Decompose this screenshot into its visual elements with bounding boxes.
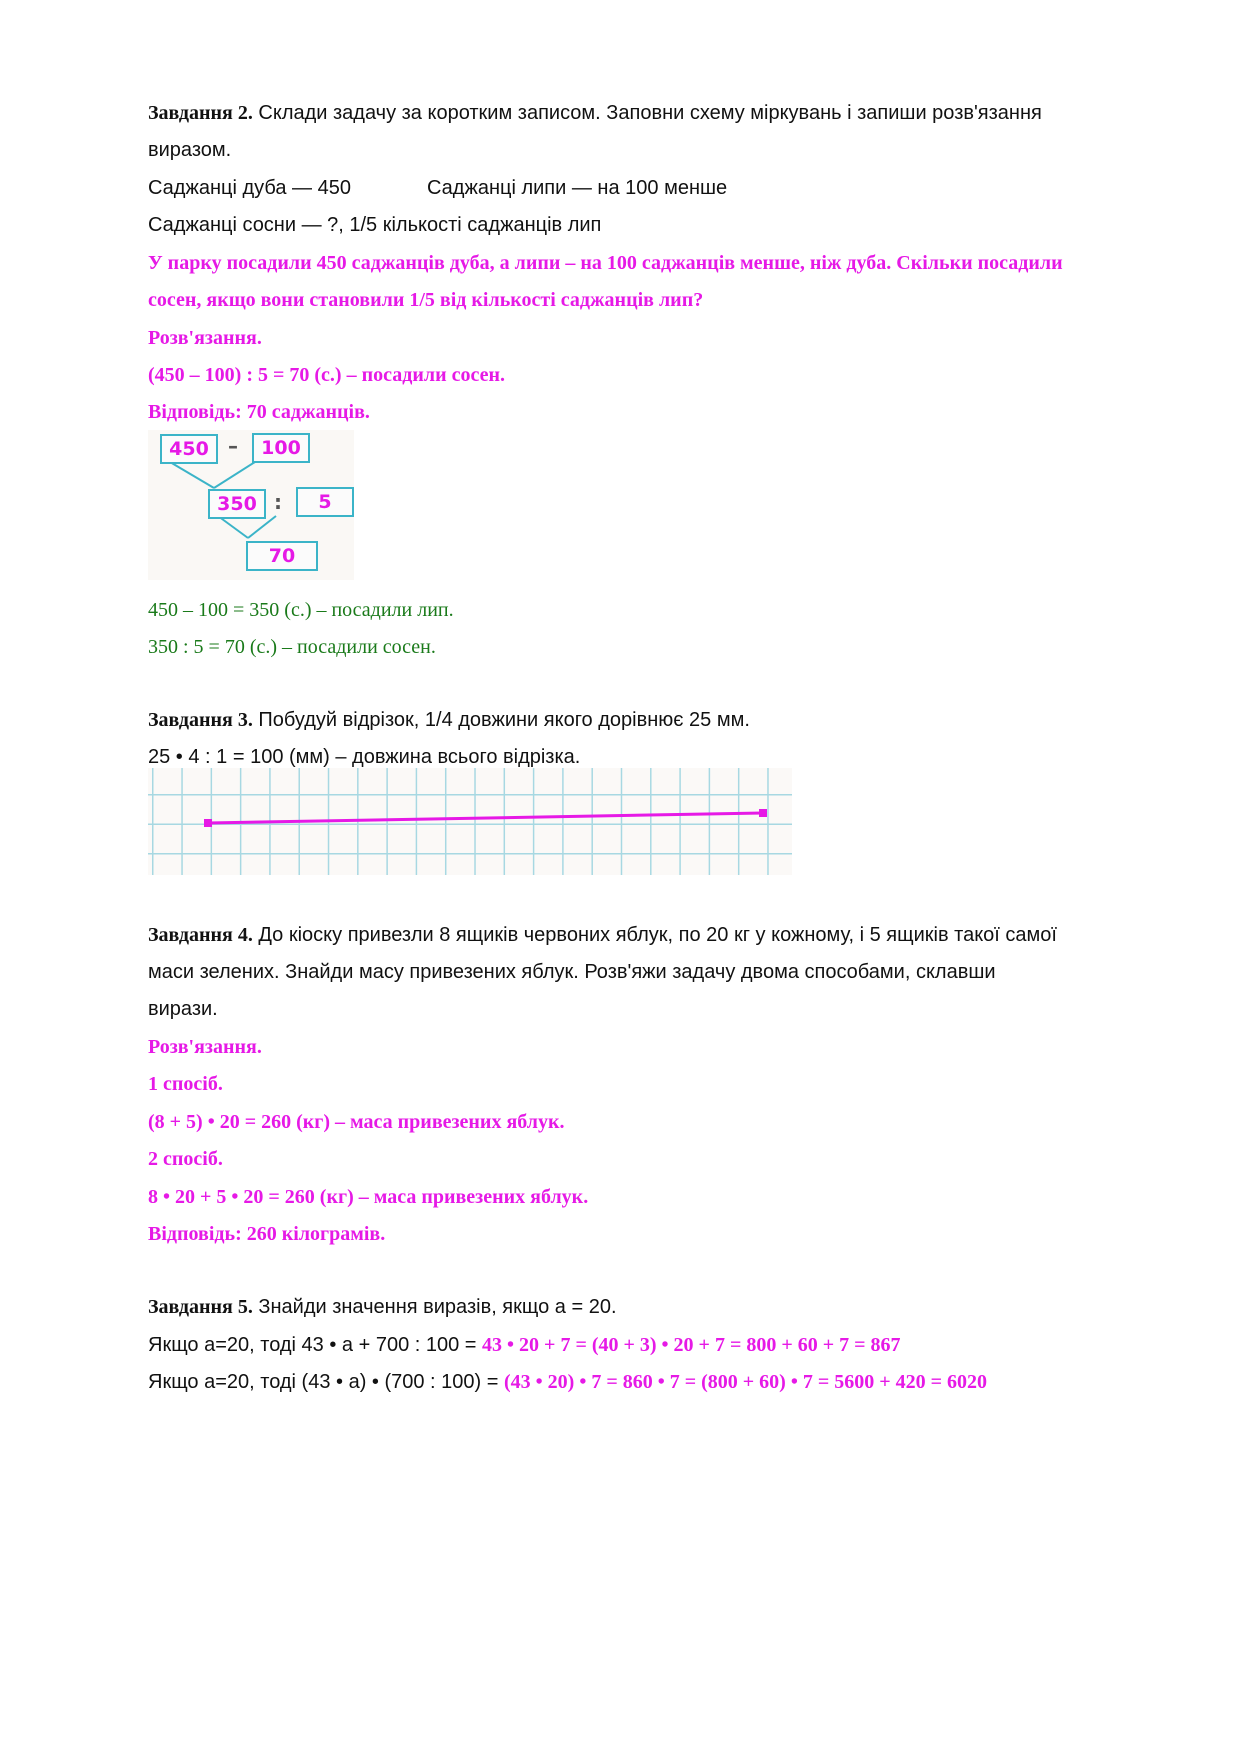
task5-prompt [148,1297,617,1317]
graph-paper-grid [148,768,792,875]
scheme-divide-sign: : [274,490,282,514]
task4-prompt-text: До кіоску привезли 8 ящиків червоних яблук, по 20 кг у кожному, і 5 ящиків такої самої [252,924,1057,946]
task4-answer: Відповідь: 260 кілограмів. [148,1223,386,1245]
segment-start-point [204,819,212,827]
task4-solution-heading: Розв'язання. [148,1036,262,1058]
task4-prompt-line1 [148,925,1057,945]
task2-prompt-line1 [148,103,1042,123]
segment-end-point [759,809,767,817]
task2-step2: 350 : 5 = 70 (с.) – посадили сосен. [148,636,436,658]
task2-note-linden: Саджанці липи — на 100 менше [427,177,728,199]
task2-problem-line1: У парку посадили 450 саджанців дуба, а липи – на 100 саджанців менше, ніж дуба. Скільки посадили [148,252,1063,274]
task5-label: Завдання 5. [148,1296,253,1318]
scheme-box-450: 450 [160,434,218,464]
task4-label: Завдання 4. [148,924,253,946]
segment-100mm [148,768,792,875]
task2-solution-heading: Розв'язання. [148,327,262,349]
task5-line1-expression: Якщо а=20, тоді 43 • а + 700 : 100 = [148,1334,483,1356]
task5-line2-expression: Якщо а=20, тоді (43 • а) • (700 : 100) = [148,1371,504,1393]
task2-solution-expression: (450 – 100) : 5 = 70 (с.) – посадили сосен. [148,364,506,386]
task5-line2-solution: (43 • 20) • 7 = 860 • 7 = (800 + 60) • 7 = 5600 + 420 = 6020 [504,1371,988,1393]
task2-step1: 450 – 100 = 350 (с.) – посадили лип. [148,599,454,621]
task2-label: Завдання 2. [148,102,253,124]
task3-prompt-text: Побудуй відрізок, 1/4 довжини якого дорівнює 25 мм. [252,709,750,731]
scheme-box-100: 100 [252,433,310,463]
task2-prompt-line2: виразом. [148,139,232,161]
reasoning-scheme [148,430,354,580]
scheme-box-350: 350 [208,489,266,519]
task4-method2-label: 2 спосіб. [148,1148,223,1170]
scheme-box-5: 5 [296,487,354,517]
task4-method2-expression: 8 • 20 + 5 • 20 = 260 (кг) – маса привезених яблук. [148,1186,589,1208]
task2-note-oak: Саджанці дуба — 450 [148,177,351,199]
scheme-box-70: 70 [246,541,318,571]
task3-calculation: 25 • 4 : 1 = 100 (мм) – довжина всього відрізка. [148,746,581,768]
task4-method1-expression: (8 + 5) • 20 = 260 (кг) – маса привезених яблук. [148,1111,565,1133]
task4-method1-label: 1 спосіб. [148,1073,223,1095]
task5-prompt-text: Знайди значення виразів, якщо а = 20. [252,1296,617,1318]
task3-prompt [148,710,750,730]
task4-prompt-line3: вирази. [148,998,218,1020]
task5-line2 [148,1372,987,1392]
task3-label: Завдання 3. [148,709,253,731]
task5-line1-solution: 43 • 20 + 7 = (40 + 3) • 20 + 7 = 800 + 60 + 7 = 867 [482,1334,901,1356]
task2-answer: Відповідь: 70 саджанців. [148,401,370,423]
task2-note-pine: Саджанці сосни — ?, 1/5 кількості саджанців лип [148,214,602,236]
task5-line1 [148,1335,901,1355]
task2-problem-line2: сосен, якщо вони становили 1/5 від кількості саджанців лип? [148,289,704,311]
task2-prompt-text: Склади задачу за коротким записом. Заповни схему міркувань і запиши розв'язання [252,102,1042,124]
task4-prompt-line2: маси зелених. Знайди масу привезених яблук. Розв'яжи задачу двома способами, склавши [148,961,996,983]
scheme-minus-sign: – [228,434,238,458]
